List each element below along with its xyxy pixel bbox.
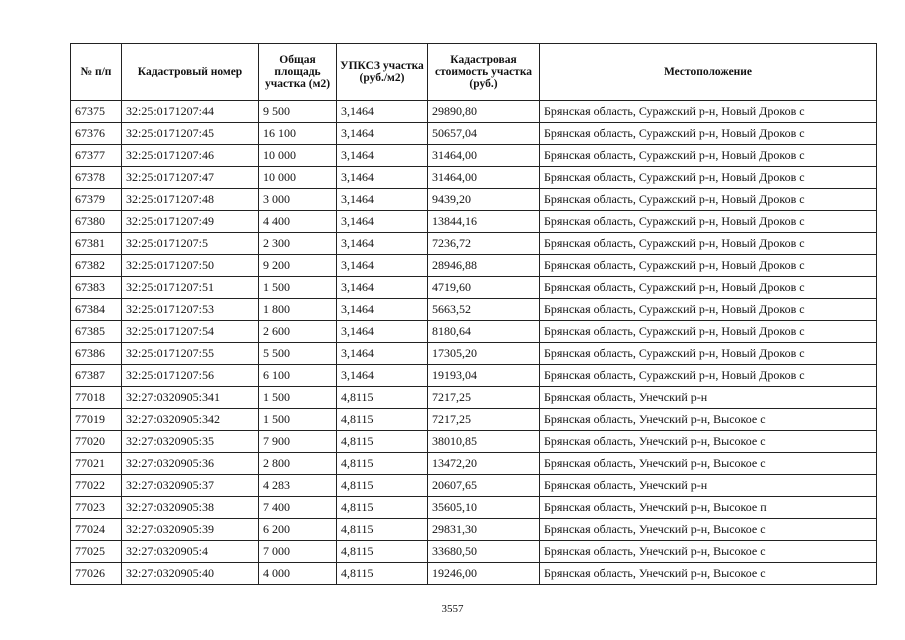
location-cell: Брянская область, Суражский р-н, Новый Дроков с — [540, 277, 877, 299]
row-number-cell: 67384 — [71, 299, 122, 321]
row-number-cell: 67378 — [71, 167, 122, 189]
upksz-cell: 3,1464 — [337, 189, 428, 211]
cadastral-value-cell: 5663,52 — [428, 299, 540, 321]
upksz-cell: 3,1464 — [337, 101, 428, 123]
area-cell: 1 500 — [259, 277, 337, 299]
table-row — [71, 211, 877, 233]
table-row — [71, 453, 877, 475]
upksz-cell: 3,1464 — [337, 211, 428, 233]
row-number-cell: 67379 — [71, 189, 122, 211]
area-cell: 4 000 — [259, 563, 337, 585]
cadastral-number-cell: 32:27:0320905:36 — [122, 453, 259, 475]
upksz-cell: 3,1464 — [337, 343, 428, 365]
cadastral-value-cell: 13844,16 — [428, 211, 540, 233]
cadastral-number-cell: 32:27:0320905:341 — [122, 387, 259, 409]
table-row — [71, 387, 877, 409]
header-upksz: УПКСЗ участка (руб./м2) — [337, 44, 428, 101]
cadastral-number-cell: 32:25:0171207:56 — [122, 365, 259, 387]
upksz-cell: 3,1464 — [337, 123, 428, 145]
area-cell: 7 000 — [259, 541, 337, 563]
location-cell: Брянская область, Унечский р-н, Высокое с — [540, 541, 877, 563]
location-cell: Брянская область, Суражский р-н, Новый Дроков с — [540, 255, 877, 277]
area-cell: 9 200 — [259, 255, 337, 277]
cadastral-number-cell: 32:25:0171207:54 — [122, 321, 259, 343]
area-cell: 9 500 — [259, 101, 337, 123]
cadastral-value-cell: 29890,80 — [428, 101, 540, 123]
cadastral-number-cell: 32:27:0320905:4 — [122, 541, 259, 563]
row-number-cell: 67382 — [71, 255, 122, 277]
cadastral-number-cell: 32:25:0171207:51 — [122, 277, 259, 299]
area-cell: 6 100 — [259, 365, 337, 387]
table-header-row — [71, 44, 877, 101]
row-number-cell: 67385 — [71, 321, 122, 343]
row-number-cell: 67380 — [71, 211, 122, 233]
cadastral-value-cell: 7217,25 — [428, 409, 540, 431]
area-cell: 7 400 — [259, 497, 337, 519]
table-row — [71, 145, 877, 167]
area-cell: 10 000 — [259, 167, 337, 189]
row-number-cell: 67381 — [71, 233, 122, 255]
cadastral-value-cell: 19246,00 — [428, 563, 540, 585]
cadastral-number-cell: 32:27:0320905:35 — [122, 431, 259, 453]
table-row — [71, 233, 877, 255]
location-cell: Брянская область, Суражский р-н, Новый Дроков с — [540, 123, 877, 145]
header-cadastral-value: Кадастровая стоимость участка (руб.) — [428, 44, 540, 101]
location-cell: Брянская область, Унечский р-н, Высокое с — [540, 519, 877, 541]
cadastral-value-cell: 7236,72 — [428, 233, 540, 255]
upksz-cell: 4,8115 — [337, 541, 428, 563]
upksz-cell: 4,8115 — [337, 497, 428, 519]
location-cell: Брянская область, Суражский р-н, Новый Дроков с — [540, 101, 877, 123]
area-cell: 16 100 — [259, 123, 337, 145]
row-number-cell: 77019 — [71, 409, 122, 431]
table-row — [71, 101, 877, 123]
cadastral-number-cell: 32:25:0171207:46 — [122, 145, 259, 167]
cadastral-number-cell: 32:27:0320905:38 — [122, 497, 259, 519]
cadastral-number-cell: 32:25:0171207:48 — [122, 189, 259, 211]
cadastral-number-cell: 32:25:0171207:53 — [122, 299, 259, 321]
table-row — [71, 299, 877, 321]
header-cadastral-number: Кадастровый номер — [122, 44, 259, 101]
upksz-cell: 3,1464 — [337, 277, 428, 299]
row-number-cell: 77026 — [71, 563, 122, 585]
cadastral-value-cell: 20607,65 — [428, 475, 540, 497]
row-number-cell: 67387 — [71, 365, 122, 387]
table-row — [71, 475, 877, 497]
cadastral-value-cell: 29831,30 — [428, 519, 540, 541]
cadastral-value-cell: 9439,20 — [428, 189, 540, 211]
table-row — [71, 563, 877, 585]
cadastral-value-cell: 35605,10 — [428, 497, 540, 519]
cadastral-number-cell: 32:27:0320905:37 — [122, 475, 259, 497]
location-cell: Брянская область, Суражский р-н, Новый Дроков с — [540, 167, 877, 189]
table-row — [71, 167, 877, 189]
cadastral-number-cell: 32:25:0171207:50 — [122, 255, 259, 277]
cadastral-number-cell: 32:25:0171207:49 — [122, 211, 259, 233]
cadastral-table — [70, 43, 877, 585]
location-cell: Брянская область, Суражский р-н, Новый Дроков с — [540, 211, 877, 233]
upksz-cell: 4,8115 — [337, 431, 428, 453]
row-number-cell: 77025 — [71, 541, 122, 563]
location-cell: Брянская область, Суражский р-н, Новый Дроков с — [540, 365, 877, 387]
header-row-number: № п/п — [71, 44, 122, 101]
location-cell: Брянская область, Суражский р-н, Новый Дроков с — [540, 299, 877, 321]
cadastral-value-cell: 33680,50 — [428, 541, 540, 563]
upksz-cell: 3,1464 — [337, 233, 428, 255]
upksz-cell: 4,8115 — [337, 453, 428, 475]
row-number-cell: 67383 — [71, 277, 122, 299]
cadastral-value-cell: 38010,85 — [428, 431, 540, 453]
location-cell: Брянская область, Суражский р-н, Новый Дроков с — [540, 145, 877, 167]
row-number-cell: 77018 — [71, 387, 122, 409]
area-cell: 2 800 — [259, 453, 337, 475]
table-row — [71, 497, 877, 519]
upksz-cell: 4,8115 — [337, 563, 428, 585]
location-cell: Брянская область, Унечский р-н, Высокое с — [540, 409, 877, 431]
table-row — [71, 409, 877, 431]
location-cell: Брянская область, Унечский р-н, Высокое с — [540, 431, 877, 453]
row-number-cell: 77021 — [71, 453, 122, 475]
cadastral-number-cell: 32:27:0320905:342 — [122, 409, 259, 431]
area-cell: 1 500 — [259, 387, 337, 409]
location-cell: Брянская область, Унечский р-н, Высокое с — [540, 563, 877, 585]
row-number-cell: 77022 — [71, 475, 122, 497]
cadastral-value-cell: 31464,00 — [428, 145, 540, 167]
cadastral-value-cell: 19193,04 — [428, 365, 540, 387]
table-row — [71, 365, 877, 387]
row-number-cell: 67386 — [71, 343, 122, 365]
cadastral-number-cell: 32:25:0171207:45 — [122, 123, 259, 145]
area-cell: 4 283 — [259, 475, 337, 497]
cadastral-number-cell: 32:25:0171207:5 — [122, 233, 259, 255]
cadastral-value-cell: 28946,88 — [428, 255, 540, 277]
upksz-cell: 4,8115 — [337, 519, 428, 541]
location-cell: Брянская область, Суражский р-н, Новый Дроков с — [540, 233, 877, 255]
location-cell: Брянская область, Унечский р-н — [540, 475, 877, 497]
location-cell: Брянская область, Суражский р-н, Новый Дроков с — [540, 189, 877, 211]
row-number-cell: 67377 — [71, 145, 122, 167]
row-number-cell: 77024 — [71, 519, 122, 541]
page-number: 3557 — [441, 603, 464, 615]
upksz-cell: 4,8115 — [337, 409, 428, 431]
area-cell: 4 400 — [259, 211, 337, 233]
cadastral-number-cell: 32:27:0320905:40 — [122, 563, 259, 585]
cadastral-value-cell: 31464,00 — [428, 167, 540, 189]
upksz-cell: 4,8115 — [337, 387, 428, 409]
area-cell: 10 000 — [259, 145, 337, 167]
cadastral-value-cell: 8180,64 — [428, 321, 540, 343]
table-body — [71, 101, 877, 585]
cadastral-value-cell: 7217,25 — [428, 387, 540, 409]
upksz-cell: 3,1464 — [337, 321, 428, 343]
cadastral-value-cell: 4719,60 — [428, 277, 540, 299]
row-number-cell: 67376 — [71, 123, 122, 145]
cadastral-number-cell: 32:25:0171207:55 — [122, 343, 259, 365]
area-cell: 6 200 — [259, 519, 337, 541]
cadastral-value-cell: 50657,04 — [428, 123, 540, 145]
cadastral-number-cell: 32:27:0320905:39 — [122, 519, 259, 541]
area-cell: 5 500 — [259, 343, 337, 365]
table-row — [71, 541, 877, 563]
location-cell: Брянская область, Унечский р-н — [540, 387, 877, 409]
row-number-cell: 77023 — [71, 497, 122, 519]
cadastral-value-cell: 17305,20 — [428, 343, 540, 365]
row-number-cell: 67375 — [71, 101, 122, 123]
cadastral-value-cell: 13472,20 — [428, 453, 540, 475]
upksz-cell: 4,8115 — [337, 475, 428, 497]
upksz-cell: 3,1464 — [337, 167, 428, 189]
upksz-cell: 3,1464 — [337, 145, 428, 167]
cadastral-number-cell: 32:25:0171207:44 — [122, 101, 259, 123]
table-row — [71, 431, 877, 453]
row-number-cell: 77020 — [71, 431, 122, 453]
table-row — [71, 189, 877, 211]
location-cell: Брянская область, Унечский р-н, Высокое п — [540, 497, 877, 519]
table-row — [71, 343, 877, 365]
location-cell: Брянская область, Унечский р-н, Высокое с — [540, 453, 877, 475]
cadastral-number-cell: 32:25:0171207:47 — [122, 167, 259, 189]
header-area: Общая площадь участка (м2) — [259, 44, 337, 101]
upksz-cell: 3,1464 — [337, 365, 428, 387]
header-location: Местоположение — [540, 44, 877, 101]
table-row — [71, 123, 877, 145]
area-cell: 1 500 — [259, 409, 337, 431]
location-cell: Брянская область, Суражский р-н, Новый Дроков с — [540, 321, 877, 343]
table-row — [71, 255, 877, 277]
upksz-cell: 3,1464 — [337, 255, 428, 277]
location-cell: Брянская область, Суражский р-н, Новый Дроков с — [540, 343, 877, 365]
table-row — [71, 321, 877, 343]
area-cell: 2 600 — [259, 321, 337, 343]
area-cell: 1 800 — [259, 299, 337, 321]
area-cell: 2 300 — [259, 233, 337, 255]
upksz-cell: 3,1464 — [337, 299, 428, 321]
table-row — [71, 519, 877, 541]
area-cell: 3 000 — [259, 189, 337, 211]
area-cell: 7 900 — [259, 431, 337, 453]
table-row — [71, 277, 877, 299]
